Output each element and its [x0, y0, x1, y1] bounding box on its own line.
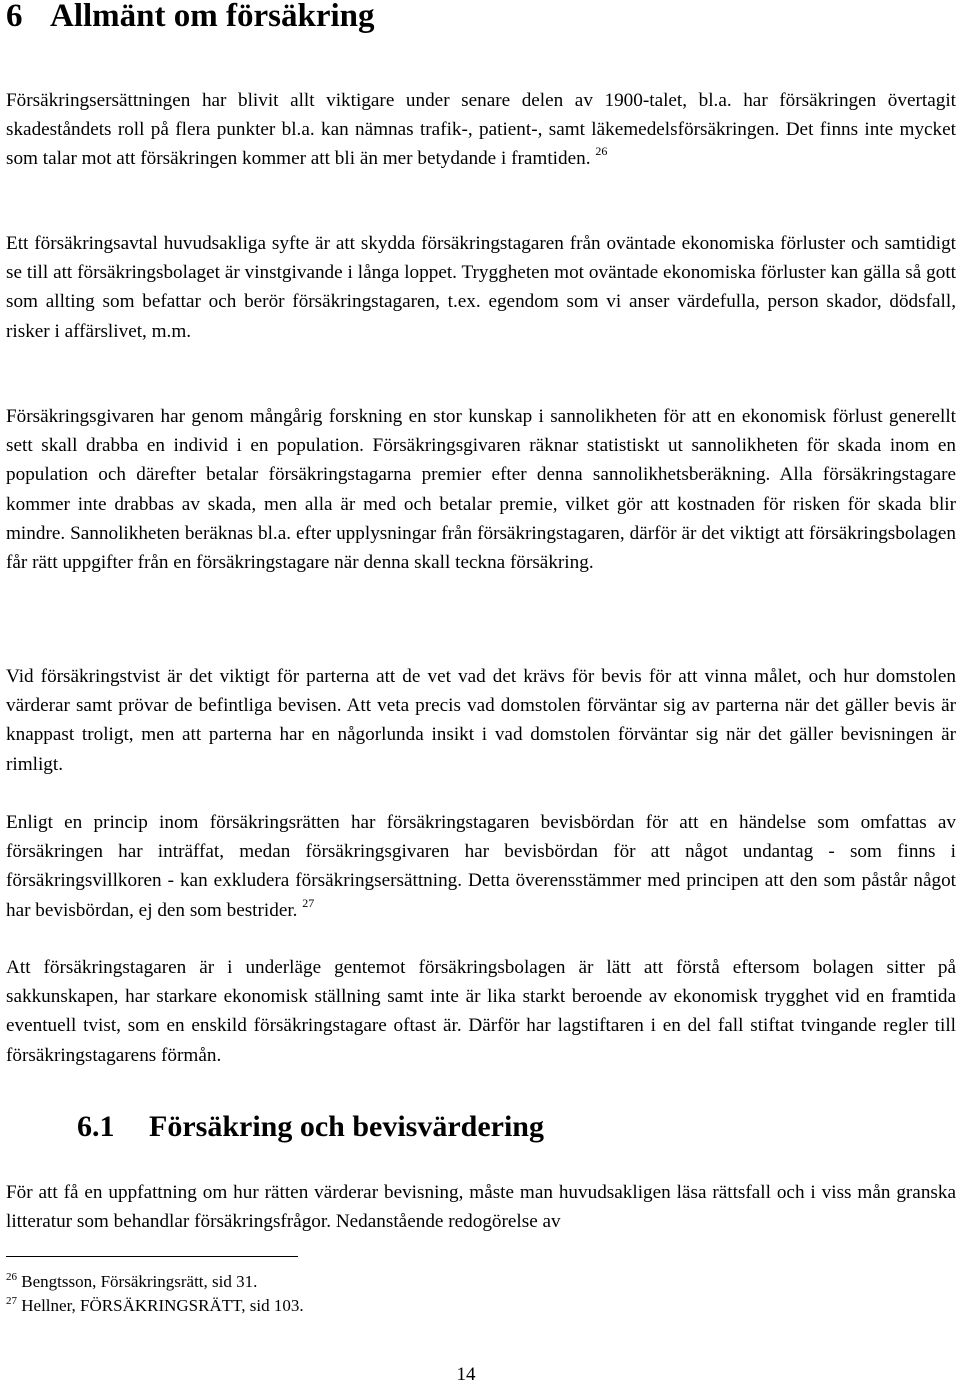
paragraph-5 [6, 808, 956, 925]
paragraph-5-text: Enligt en princip inom försäkringsrätten har försäkringstagaren bevisbördan för att en händelse som omfattas av försäkringen har inträffat, medan försäkringsgivaren har bevisbördan för att något undantag - som finns i försäkringsvillkoren - kan exkludera försäkringsersättning. Detta överensstämmer med principen att den som påstår något har bevisbördan, ej den som bestrider. [6, 812, 956, 921]
paragraph-2: Ett försäkringsavtal huvudsakliga syfte är att skydda försäkringstagaren från oväntade ekonomiska förluster och samtidigt se till att försäkringsbolaget är vinstgivande i långa loppet. Tryggheten mot oväntade ekonomiska förluster kan gälla så gott som allting som befattar och berör försäkringstagaren, t.ex. egendom som vi anser värdefulla, person skador, dödsfall, risker i affärslivet, m.m. [6, 233, 956, 342]
section-title: Försäkring och bevisvärdering [149, 1110, 544, 1143]
paragraph-1-text: Försäkringsersättningen har blivit allt viktigare under senare delen av 1900-talet, bl.a. har försäkringen övertagit skadeståndets roll på flera punkter bl.a. kan nämnas trafik-, patient-, samt läkemedelsförsäkringen. Det finns inte mycket som talar mot att försäkringen kommer att bli än mer betydande i framtiden. [6, 90, 956, 170]
footnote-number: 26 [6, 1271, 17, 1283]
footnote-text: Hellner, FÖRSÄKRINGSRÄTT, sid 103. [21, 1296, 304, 1315]
page-number: 14 [456, 1364, 476, 1385]
footnote-ref-26: 26 [595, 144, 608, 159]
chapter-heading [6, 0, 375, 38]
footnote-number: 27 [6, 1295, 17, 1307]
footnote-27 [6, 1296, 304, 1316]
footnote-text: Bengtsson, Försäkringsrätt, sid 31. [21, 1272, 258, 1291]
footnote-ref-27: 27 [302, 895, 315, 910]
paragraph-1 [6, 86, 956, 174]
chapter-number: 6 [6, 0, 23, 34]
section-number: 6.1 [77, 1110, 115, 1143]
paragraph-3: Försäkringsgivaren har genom mångårig forskning en stor kunskap i sannolikheten för att en ekonomisk förlust generellt sett skall drabba en individ i en population. Försäkringsgivaren räknar statistiskt ut sannolikheten för skada inom en population och därefter betalar försäkringstagarna premier efter denna sannolikhetsberäkning. Alla försäkringstagare kommer inte drabbas av skada, men alla är med och betalar premie, vilket gör att kostnaden för risken för skada blir mindre. Sannolikheten beräknas bl.a. efter upplysningar från försäkringstagaren, därför är det viktigt att försäkringsbolagen får rätt uppgifter från en försäkringstagare när denna skall teckna försäkring. [6, 406, 956, 574]
paragraph-6: Att försäkringstagaren är i underläge gentemot försäkringsbolagen är lätt att förstå eftersom bolagen sitter på sakkunskapen, har starkare ekonomisk ställning samt inte är lika starkt beroende av ekonomisk trygghet vid en framtida eventuell tvist, som en enskild försäkringstagare oftast är. Därför har lagstiftaren i en del fall stiftat tvingande regler till försäkringstagarens förmån. [6, 957, 956, 1066]
chapter-title: Allmänt om försäkring [50, 0, 375, 34]
paragraph-4: Vid försäkringstvist är det viktigt för parterna att de vet vad det krävs för bevis för att vinna målet, och hur domstolen värderar samt prövar de befintliga bevisen. Att veta precis vad domstolen förväntar sig av parterna när det gäller bevis är knappast troligt, men att parterna har en någorlunda insikt i vad domstolen förväntar sig när det gäller bevisningen är rimligt. [6, 666, 956, 775]
section-heading [77, 1107, 544, 1147]
footnote-26 [6, 1272, 257, 1292]
footnote-separator [6, 1256, 298, 1257]
paragraph-7: För att få en uppfattning om hur rätten värderar bevisning, måste man huvudsakligen läsa rättsfall och i viss mån granska litteratur som behandlar försäkringsfrågor. Nedanstående redogörelse av [6, 1182, 956, 1233]
